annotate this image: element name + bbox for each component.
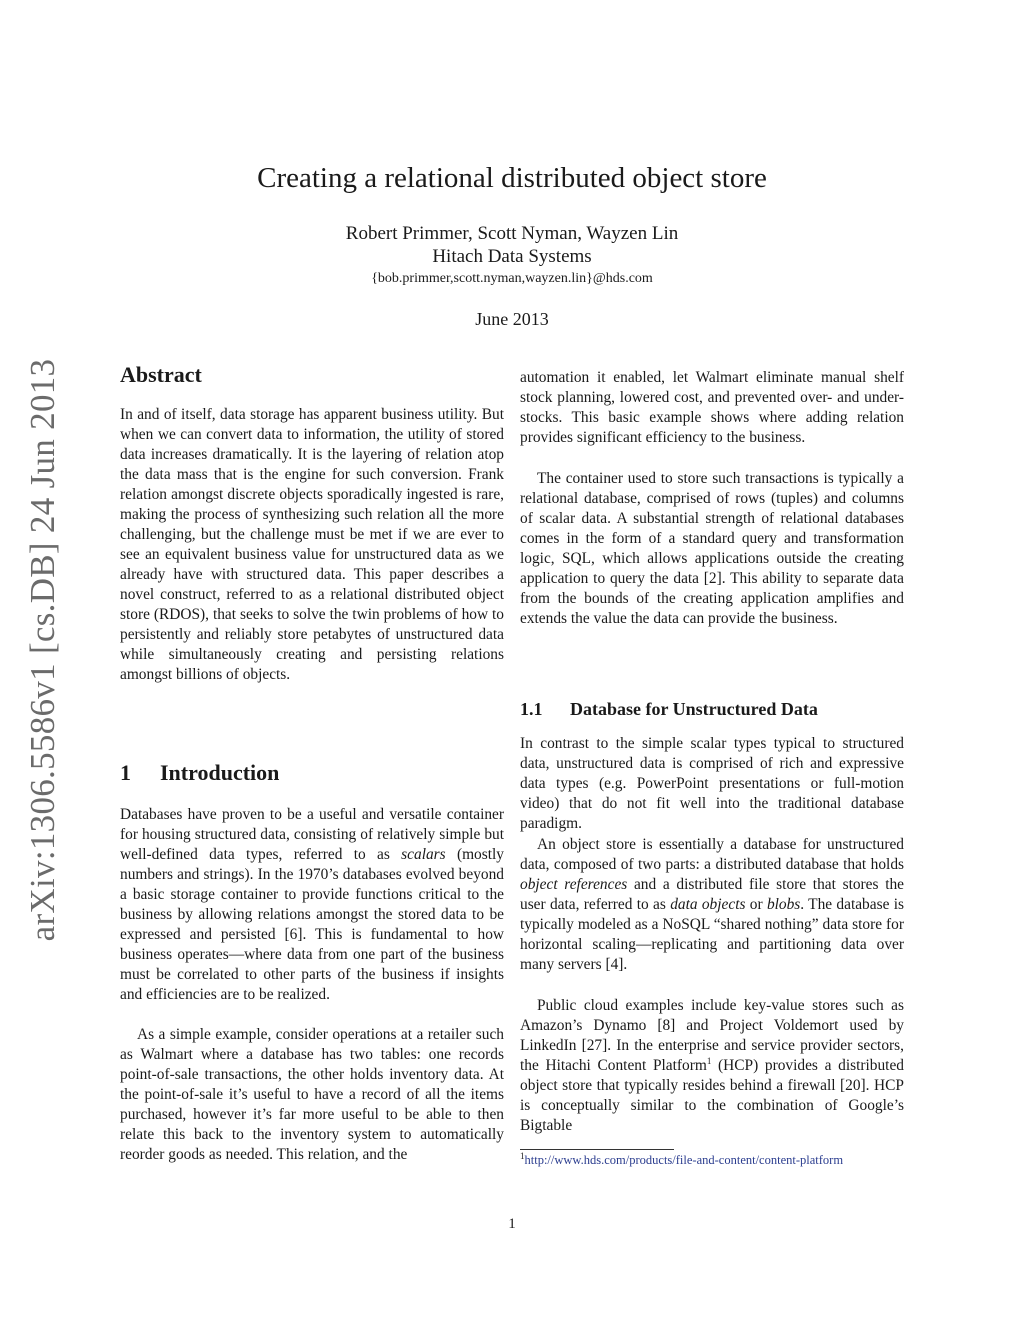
page-number: 1 xyxy=(508,1216,516,1232)
abstract-text: In and of itself, data storage has apparent business utility. But when we can convert data to information, the utility of stored data increases dramatically. It is the layering of relation atop the data mass that is the engine for such conversion. Frank relation amongst discrete objects sporadically ingested is rare, making the process of synthesizing such relation all the more challenging, but the challenge must be met if we are ever to see an equivalent business value for unstructured data as we already have with structured data. This paper describes a novel construct, referred to as a relational distributed object store (RDOS), that seeks to solve the twin problems of how to persistently and reliably store petabytes of unstructured data while simultaneously creating and persisting relations amongst billions of objects. xyxy=(120,406,504,683)
section-number: 1 xyxy=(120,760,131,785)
intro-paragraph-3: The container used to store such transactions is typically a relational database, comprised of rows (tuples) and columns of scalar data. A substantial strength of relational databases comes in the form of a standard query and transformation logic, SQL, which allows applications outside the creating application to query the data [2]. This ability to separate data from the bounds of the creating application amplifies and extends the value the data can provide the business. xyxy=(520,470,904,627)
subsection-paragraph-3: Public cloud examples include key-value stores such as Amazon’s Dynamo [8] and Project Voldemort used by LinkedIn [27]. In the enterprise and service provider sectors, the Hitachi Content Platform$^1$ (HCP) provides a distributed object store that typically resides behind a firewall [20]. HCP is conceptually similar to the combination of Google’s Bigtable xyxy=(520,997,904,1134)
subsection-paragraph-1: In contrast to the simple scalar types typical to structured data, unstructured data is comprised of rich and expressive data types (e.g. PowerPoint presentations or full-motion video) that do not fit well into the traditional database paradigm. xyxy=(520,735,904,832)
footnote-marker: 1 xyxy=(706,1055,712,1066)
author-names: Robert Primmer, Scott Nyman, Wayzen Lin xyxy=(345,223,679,244)
footnote-divider xyxy=(520,1149,674,1150)
object-references-term: object references xyxy=(520,876,628,893)
subsection-heading xyxy=(520,699,818,720)
intro-paragraph-2-continued: automation it enabled, let Walmart eliminate manual shelf stock planning, lowered cost, and prevented over- and under-stocks. This basic example shows where adding relation provides significant efficiency to the business. xyxy=(520,369,904,446)
data-objects-term: data objects xyxy=(670,896,746,913)
scalars-term: scalars xyxy=(401,846,446,863)
intro-paragraph-2: As a simple example, consider operations at a retailer such as Walmart where a database has two tables: one records point-of-sale transactions, the other holds inventory data. At the point-of-sale it’s useful to have a record of all the items purchased, however it’s far more useful to be able to then relate this back to the inventory system to automatically reorder goods as needed. This relation, and the xyxy=(120,1026,504,1163)
section-title: Introduction xyxy=(160,760,280,785)
paper-date: June 2013 xyxy=(475,309,549,329)
subsection-paragraph-2: An object store is essentially a database for unstructured data, composed of two parts: a distributed database that holds object references and a distributed file store that stores the user data, referred to as data objects or blobs. The database is typically modeled as a NoSQL “shared nothing” data store for horizontal scaling—replicating and partitioning data over many servers [4]. xyxy=(520,836,904,973)
abstract-heading: Abstract xyxy=(120,362,202,387)
arxiv-sidebar xyxy=(0,0,100,1325)
footnote-number: 1 xyxy=(520,1150,525,1161)
introduction-heading xyxy=(120,760,279,786)
intro-paragraph-1: Databases have proven to be a useful and versatile container for housing structured data, consisting of relatively simple but well-defined data types, referred to as scalars (mostly numbers and strings). In the 1970’s databases evolved beyond a basic storage container to provide functions critical to the business by allowing relations amongst the stored data to be expressed and persisted [6]. This is fundamental to how business operates—where data from one part of the business must be correlated to other parts of the business if insights and efficiencies are to be realized. xyxy=(120,806,504,1003)
paper-title: Creating a relational distributed object store xyxy=(257,162,767,194)
subsection-title: Database for Unstructured Data xyxy=(570,699,818,719)
author-affiliation: Hitach Data Systems xyxy=(432,246,592,267)
blobs-term: blobs xyxy=(766,896,801,913)
arxiv-identifier: arXiv:1306.5586v1 [cs.DB] 24 Jun 2013 xyxy=(23,358,62,942)
footnote-link[interactable]: http://www.hds.com/products/file-and-content/content-platform xyxy=(524,1153,844,1167)
author-emails: {bob.primmer,scott.nyman,wayzen.lin}@hds.com xyxy=(371,271,653,286)
footnote xyxy=(520,1152,904,1169)
subsection-number: 1.1 xyxy=(520,699,543,719)
author-block xyxy=(0,222,1024,268)
